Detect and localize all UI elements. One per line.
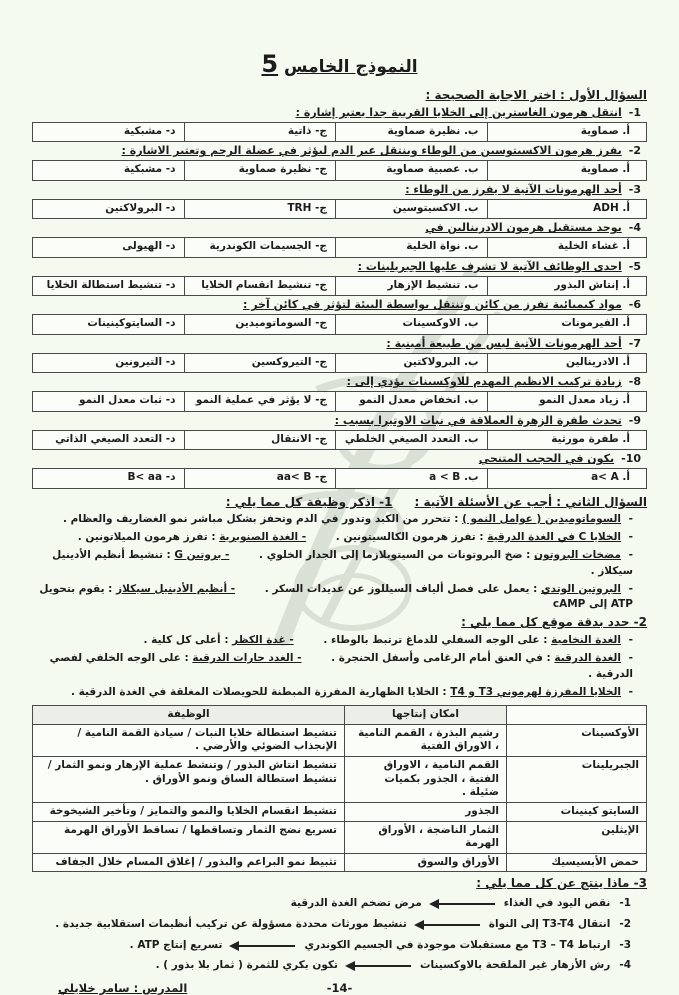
question-number: 3- <box>628 182 641 196</box>
options-row <box>32 314 647 335</box>
question-line <box>30 375 641 390</box>
definition-line <box>30 582 633 612</box>
option-a: أ. إنتاش البذور <box>487 277 647 296</box>
definition-term-2: - الغدد جارات الدرقية <box>192 652 302 665</box>
definition-line <box>30 548 633 578</box>
section1-header: السؤال الأول : اختر الاجابة الصحيحة : <box>425 88 647 102</box>
bullet-dash: - <box>628 652 633 665</box>
result-cause: ارتباط T3 – T4 مع مستقبلات موجودة في الجسيم الكوندري <box>304 938 611 951</box>
option-c: ج- السوماتوميدين <box>184 315 336 334</box>
option-c: ج- الجسيمات الكوندرية <box>184 238 336 257</box>
result-effect: تسريع إنتاج ATP . <box>129 938 223 951</box>
hormone-table-row <box>32 756 647 803</box>
function-list <box>30 512 649 612</box>
option-a: أ. طفرة مورثية <box>487 431 647 450</box>
result-list <box>30 897 649 973</box>
result-line <box>30 918 631 932</box>
page-footer <box>30 981 649 995</box>
definition-term-2: - الغدة الصنوبرية <box>219 531 307 544</box>
result-line <box>30 897 631 911</box>
definition-line <box>30 512 633 527</box>
question-number: 6- <box>628 298 641 312</box>
result-number: 4- <box>619 959 631 972</box>
definition-text: : ضخ البروتونات من السيتوبلازما إلى الجدار الخلوي . <box>259 549 531 562</box>
definition-term: الغدة الدرقية <box>554 652 621 665</box>
option-c: ج- الانتقال <box>184 431 336 450</box>
definition-text-2: : يقوم بتحويل ATP إلى cAMP <box>39 582 633 610</box>
definition-text: : يعمل على فصل ألياف السيللوز عن عديدات السكر . <box>264 582 538 595</box>
arrow-left-icon <box>231 945 295 947</box>
hormone-function-cell: تنشيط انتاش البذور / وتنشط عملية الإزهار ونمو الثمار / تنشيط استطالة الساق ونمو الأوراق . <box>32 756 345 803</box>
question-line <box>30 106 641 121</box>
definition-text-2: : على الوجه الخلفي لفصي الدرقية . <box>49 652 633 680</box>
option-b: ب. نظيرة صماوية <box>335 123 487 142</box>
question-number: 1- <box>628 106 641 119</box>
option-d: د- مشبكية <box>123 163 176 176</box>
result-cause: نقص اليود في الغذاء <box>503 897 611 910</box>
question-block <box>30 221 649 257</box>
definition-line <box>30 651 633 681</box>
option-b: ب. انخفاض معدل النمو <box>335 392 487 411</box>
option-d: د- التعدد الصيغي الذاتي <box>55 432 176 445</box>
hormone-name-cell: حمض الأبسيسيك <box>506 853 647 873</box>
option-d: د- B< aa <box>127 471 176 484</box>
hormone-place-cell: القمم النامية ، الاوراق الفتية ، الجذور بكميات ضئيلة . <box>344 756 507 803</box>
question-stem: احدى الوظائف الآتية لا تشرف عليها الجبريلينات : <box>357 259 622 273</box>
question-stem: يفرز هرمون الاكسيتوسين من الوطاء وينتقل عبر الدم ليؤثر في عضلة الرحم وتعتبر الاشارة : <box>121 144 622 158</box>
arrow-left-icon <box>431 903 495 905</box>
definition-term-2: - أنظيم الأدينيل سيكلاز <box>116 582 236 595</box>
question-line <box>30 221 641 236</box>
section2-title: السؤال الثاني : أجب عن الأسئلة الآتية : <box>414 494 647 509</box>
hormone-place-cell: الأوراق والسوق <box>344 853 507 873</box>
option-d: د- البرولاكتين <box>105 201 176 214</box>
header-name-cell <box>506 705 647 725</box>
definition-text: : تتحرر من الكبد وتدور في الدم وتحفز بشكل مباشر نمو الغضاريف والعظام . <box>62 512 459 525</box>
question-line <box>30 414 641 429</box>
result-cause: انتقال T3-T4 إلى النواة <box>488 918 611 931</box>
page-title-text: النموذج الخامس <box>284 57 418 77</box>
hormone-table-row <box>32 821 647 854</box>
option-c: ج- نظيرة صماوية <box>184 161 336 180</box>
definition-term: السوماتوميدين ( عوامل النمو ) <box>462 512 621 525</box>
definition-term: مضخات البروتون <box>534 549 621 562</box>
option-d: د- التيرونين <box>115 355 176 368</box>
option-a: أ. a< A <box>487 469 647 488</box>
option-d: د- تنشيط استطالة الخلايا <box>46 278 176 291</box>
definition-line <box>30 633 633 648</box>
option-b: ب. البرولاكتين <box>335 354 487 373</box>
option-a: أ. صماوية <box>487 161 647 180</box>
arrow-left-icon <box>416 924 480 926</box>
question-number: 5- <box>628 259 641 273</box>
question-stem: يوجد مستقبل هرمون الادرينالين في <box>425 221 622 235</box>
question-line <box>30 260 641 275</box>
option-a: أ. زياد معدل النمو <box>487 392 647 411</box>
option-a: أ. الادرينالين <box>487 354 647 373</box>
result-number: 2- <box>619 918 631 931</box>
definition-text: : الخلايا الظهارية المفرزة المبطنة للحويصلات المغلقة في الغدة الدرقية . <box>70 685 447 698</box>
hormone-name-cell: السايتو كينينات <box>506 802 647 822</box>
options-row <box>32 160 647 181</box>
bullet-dash: - <box>628 685 633 698</box>
definition-term-2: - غدة الكظر <box>232 634 294 647</box>
question-number: 7- <box>628 336 641 350</box>
page-title-number: 5 <box>261 50 279 78</box>
hormone-table-row <box>32 853 647 873</box>
option-b: ب. a < B <box>335 469 487 488</box>
hormone-function-cell: تنشيط انقسام الخلايا والنمو والتمايز / وتأخير الشيخوخة <box>32 802 345 822</box>
option-b: ب. الاكسيتوسين <box>335 200 487 219</box>
hormone-table-row <box>32 802 647 822</box>
result-number: 3- <box>619 938 631 951</box>
option-b: ب. عصبية صماوية <box>335 161 487 180</box>
section3-header: 3- ماذا ينتج عن كل مما يلي : <box>476 876 647 891</box>
bullet-dash: - <box>628 549 633 562</box>
option-b: ب. تنشيط الإزهار <box>335 277 487 296</box>
hormone-name-cell: الإيثلين <box>506 821 647 854</box>
result-effect: تنشيط مورثات محددة مسؤولة عن تركيب أنظيمات استقلابية جديدة . <box>55 918 407 931</box>
question-number: 10- <box>621 452 641 466</box>
hormone-place-cell: رشيم البذرة ، القمم النامية ، الاوراق الفتية <box>344 724 507 757</box>
definition-text-2: : تنشيط أنظيم الأدينيل سيكلاز . <box>52 549 633 577</box>
hormone-function-cell: تثبيط نمو البراعم والبذور / إغلاق المسام خلال الجفاف <box>32 853 345 873</box>
question-block <box>30 260 649 296</box>
question-block <box>30 144 649 180</box>
option-c: ج- aa< B <box>184 469 336 488</box>
question-block <box>30 452 649 488</box>
hormone-function-cell: تسريع نضج الثمار وتساقطها / تساقط الأوراق الهرمة <box>32 821 345 854</box>
question-stem: أحد الهرمونات الآتية لا يفرز من الوطاء : <box>405 182 622 196</box>
definition-term-2: - بروتين G <box>174 549 230 562</box>
result-effect: مرض تضخم الغدة الدرقية <box>290 897 422 910</box>
hormone-name-cell: الأوكسينات <box>506 724 647 757</box>
option-d: د- ثبات معدل النمو <box>79 394 176 407</box>
question-line <box>30 298 641 313</box>
option-b: ب. التعدد الصيغي الخلطي <box>335 431 487 450</box>
definition-term: البروتين الوتدي <box>541 582 621 595</box>
result-effect: تكون بكري للثمرة ( ثمار بلا بذور ) . <box>155 959 338 972</box>
option-c: ج- تنشيط انقسام الخلايا <box>184 277 336 296</box>
definition-term: الخلايا C في الغدة الدرقية <box>487 531 621 544</box>
section2-header <box>30 495 647 509</box>
section2-part2-header: 2- حدد بدقة موقع كل مما يلي : <box>461 615 647 630</box>
question-block <box>30 414 649 450</box>
option-a: أ. الفيرمونات <box>487 315 647 334</box>
section2-part1-title: 1- اذكر وظيفة كل مما يلي : <box>225 494 393 509</box>
option-c: ج- التيروكسين <box>184 354 336 373</box>
question-line <box>30 337 641 352</box>
question-number: 8- <box>628 375 641 389</box>
options-row <box>32 391 647 412</box>
bullet-dash: - <box>628 531 633 544</box>
option-a: أ. صماوية <box>487 123 647 142</box>
question-stem: تحدث طفرة الزهرة العملاقة في نبات الاوتيرا بسبب : <box>334 413 622 427</box>
mcq-list <box>30 106 649 489</box>
option-c: ج- لا يؤثر في عملية النمو <box>184 392 336 411</box>
options-row <box>32 430 647 451</box>
result-line <box>30 959 631 973</box>
hormone-table-row <box>32 724 647 757</box>
definition-term: الخلايا المفرزة لهرموني T3 و T4 <box>450 685 621 698</box>
definition-line <box>30 530 633 545</box>
option-b: ب. الاوكسينات <box>335 315 487 334</box>
question-stem: مواد كيميائية تفرز من كائن وتنتقل بواسطة البيئة لتؤثر في كائن آخر : <box>242 298 622 312</box>
question-block <box>30 106 649 142</box>
options-row <box>32 199 647 220</box>
option-d: د- مشبكية <box>123 124 176 137</box>
definition-text: : تفرز هرمون الكالسيتونين . <box>335 531 484 544</box>
hormone-table <box>32 705 647 872</box>
option-c: ج- TRH <box>184 200 336 219</box>
header-place-cell: امكان إنتاجها <box>344 705 507 725</box>
header-function-cell: الوظيفة <box>32 705 345 725</box>
options-row <box>32 276 647 297</box>
question-line <box>30 183 641 198</box>
question-line <box>30 452 641 467</box>
options-row <box>32 353 647 374</box>
option-d: د- السايتوكينينات <box>87 317 176 330</box>
result-line <box>30 939 631 953</box>
option-d: د- الهيولى <box>122 240 176 253</box>
question-block <box>30 337 649 373</box>
result-cause: رش الأزهار غير الملقحة بالاوكسينات <box>420 959 611 972</box>
bullet-dash: - <box>628 512 633 525</box>
definition-text: : على الوجه السفلي للدماغ ترتبط بالوطاء . <box>323 634 548 647</box>
hormone-name-cell: الجبريلينات <box>506 756 647 803</box>
options-row <box>32 468 647 489</box>
question-stem: أحد الهرمونات الآتية ليس من طبيعة أمينية : <box>386 336 622 350</box>
question-stem: زيادة تركيب الانظيم المهدم للاوكسينات يؤدي إلى : <box>346 375 622 389</box>
hormone-place-cell: الثمار الناضجة ، الأوراق الهرمة <box>344 821 507 854</box>
definition-text: : في العنق أمام الرغامى وأسفل الحنجرة . <box>331 652 551 665</box>
question-line <box>30 144 641 159</box>
question-number: 9- <box>628 413 641 427</box>
option-b: ب. نواة الخلية <box>335 238 487 257</box>
question-stem: انتقل هرمون الغاسترين إلى الخلايا القريبة جدا يعتبر إشارة : <box>295 106 622 119</box>
option-a: أ. ADH <box>487 200 647 219</box>
result-number: 1- <box>619 897 631 910</box>
definition-text-2: : تفرز هرمون الميلاتونين . <box>77 531 216 544</box>
question-number: 4- <box>628 221 641 235</box>
bullet-dash: - <box>628 582 633 595</box>
hormone-table-header <box>32 705 647 725</box>
teacher-name: المدرس : سامر خلايلي <box>58 981 188 995</box>
definition-text-2: : أعلى كل كلية . <box>143 634 229 647</box>
arrow-left-icon <box>347 965 411 967</box>
option-a: أ. غشاء الخلية <box>487 238 647 257</box>
page-number: -14- <box>326 981 353 995</box>
question-block <box>30 375 649 411</box>
options-row <box>32 122 647 143</box>
options-row <box>32 237 647 258</box>
definition-term: الغدة النخامية <box>551 634 621 647</box>
question-stem: يكون في الحجب المتنحي <box>478 452 615 466</box>
hormone-place-cell: الجذور <box>344 802 507 822</box>
page-title <box>30 50 649 78</box>
question-block <box>30 183 649 219</box>
hormone-function-cell: تنشيط استطالة خلايا النبات / سيادة القمة النامية / الإنجذاب الضوئي والأرضي . <box>32 724 345 757</box>
bullet-dash: - <box>628 634 633 647</box>
definition-line <box>30 685 633 700</box>
question-block <box>30 298 649 334</box>
option-c: ج- ذاتية <box>184 123 336 142</box>
location-list <box>30 633 649 700</box>
question-number: 2- <box>628 144 641 158</box>
